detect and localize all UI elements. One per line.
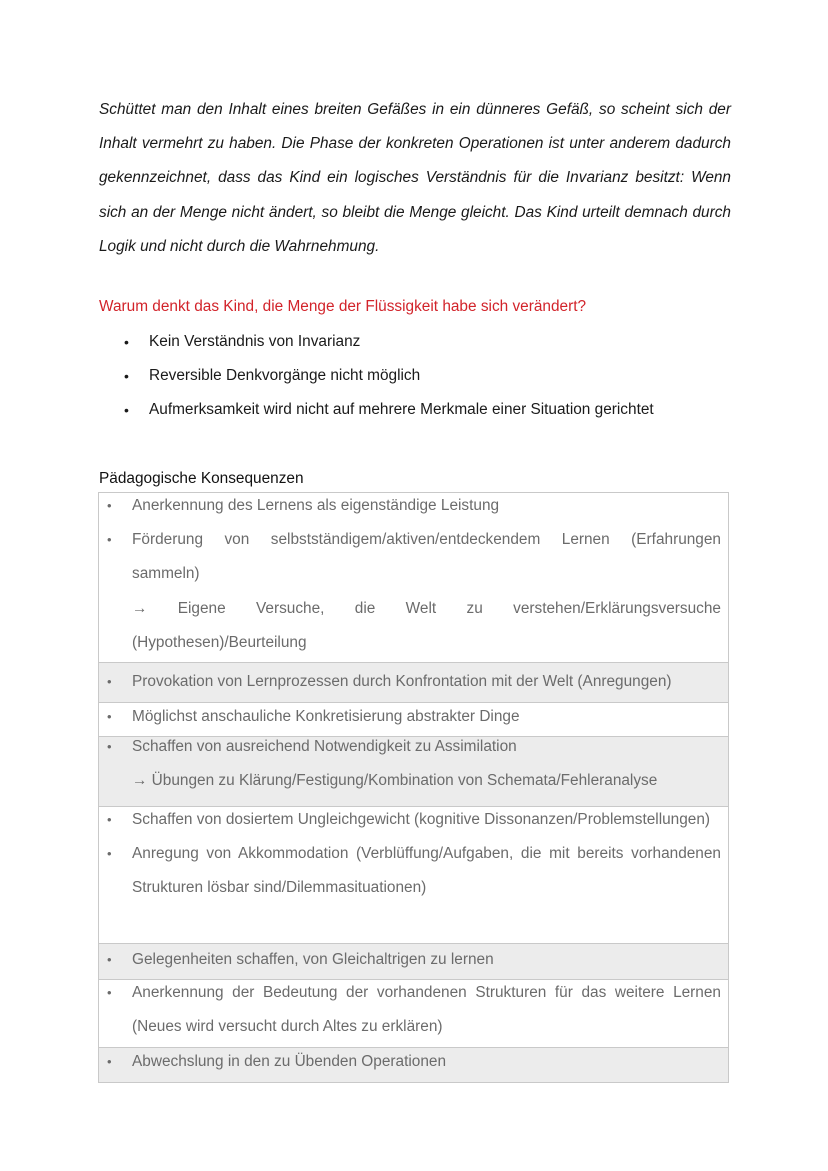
bullet-icon: • (107, 952, 112, 967)
table-cell-item: • Anregung von Akkommodation (Verblüffung/Aufgaben, die mit bereits vorhandenen Strukturen lösbar sind/Dilemmasituationen) (99, 837, 728, 905)
bullet-icon: • (107, 846, 112, 862)
bullet-icon: • (107, 812, 112, 827)
question-heading: Warum denkt das Kind, die Menge der Flüssigkeit habe sich verändert? (99, 298, 587, 315)
table-cell-item: • Schaffen von dosiertem Ungleichgewicht (kognitive Dissonanzen/Problemstellungen) (99, 803, 728, 837)
table-cell-item: • Schaffen von ausreichend Notwendigkeit zu Assimilation → Übungen zu Klärung/Festigung/Kombination von Schemata/Fehleranalyse (99, 730, 728, 798)
bullet-icon: • (107, 1054, 112, 1069)
table-cell-item: • Anerkennung der Bedeutung der vorhandenen Strukturen für das weitere Lernen (Neues wird versucht durch Altes zu erklären) (99, 976, 728, 1044)
table-cell-item: • Möglichst anschauliche Konkretisierung abstrakter Dinge (99, 700, 728, 734)
table-row (99, 806, 728, 943)
sub-point: → Eigene Versuche, die Welt zu verstehen/Erklärungsversuche (Hypothesen)/Beurteilung (132, 599, 721, 651)
table-heading: Pädagogische Konsequenzen (99, 470, 304, 487)
bullet-icon: • (107, 985, 112, 1000)
sub-point: → Übungen zu Klärung/Festigung/Kombination von Schemata/Fehleranalyse (132, 772, 658, 790)
bullet-icon: • (107, 498, 112, 513)
table-row (99, 736, 728, 806)
consequences-table (98, 492, 729, 1083)
bullet-icon: • (124, 334, 129, 350)
bullet-icon: • (124, 402, 129, 419)
table-row (99, 943, 728, 979)
table-cell-item: • Gelegenheiten schaffen, von Gleichaltrigen zu lernen (99, 943, 728, 977)
table-cell-item: • Förderung von selbstständigem/aktiven/entdeckendem Lernen (Erfahrungen sammeln) → Eigene Versuche, die Welt zu verstehen/Erklärungsversuche (Hypothesen)/Beurteilung (99, 523, 728, 660)
list-item: • Kein Verständnis von Invarianz (99, 325, 739, 359)
table-row (99, 662, 728, 702)
bullet-icon: • (107, 739, 112, 754)
bullet-icon: • (124, 368, 129, 385)
bullet-icon: • (107, 709, 112, 724)
table-cell-item: • Abwechslung in den zu Übenden Operationen (99, 1045, 728, 1079)
list-item: • Reversible Denkvorgänge nicht möglich (99, 359, 739, 393)
reasons-list (99, 325, 739, 428)
table-row (99, 1047, 728, 1082)
table-cell-item: • Provokation von Lernprozessen durch Konfrontation mit der Welt (Anregungen) (99, 665, 728, 699)
list-item: • Aufmerksamkeit wird nicht auf mehrere Merkmale einer Situation gerichtet (99, 393, 739, 427)
table-row (99, 489, 728, 662)
table-row (99, 979, 728, 1047)
intro-paragraph: Schüttet man den Inhalt eines breiten Gefäßes in ein dünneres Gefäß, so scheint sich der Inhalt vermehrt zu haben. Die Phase der konkreten Operationen ist unter anderem dadurch gekennzeichnet, dass das Kind ein logisches Verständnis für die Invarianz besitzt: Wenn sich an der Menge nicht ändert, so bleibt die Menge gleicht. Das Kind urteilt demnach durch Logik und nicht durch die Wahrnehmung. (99, 101, 731, 255)
table-cell-item: • Anerkennung des Lernens als eigenständige Leistung (99, 489, 728, 523)
bullet-icon: • (107, 674, 112, 689)
bullet-icon: • (107, 532, 112, 548)
